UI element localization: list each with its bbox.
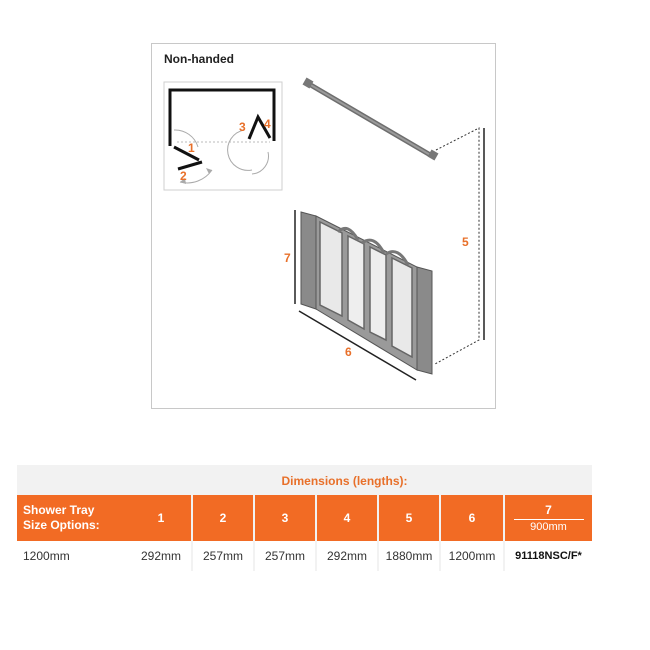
row-product-code: 91118NSC/F* xyxy=(505,541,592,571)
header-col-7 xyxy=(505,495,592,541)
door-assembly xyxy=(301,212,432,374)
row-value-4: 292mm xyxy=(317,541,377,571)
header-col-5: 5 xyxy=(379,495,439,541)
header-col-1: 1 xyxy=(131,495,191,541)
header-col-6: 6 xyxy=(441,495,503,541)
header-col-7-number: 7 xyxy=(545,503,552,517)
dimensions-heading: Dimensions (lengths): xyxy=(281,474,408,488)
dimension-7 xyxy=(284,210,295,304)
diagram-label-5: 5 xyxy=(462,235,469,249)
plan-label-4: 4 xyxy=(264,117,271,131)
product-diagram xyxy=(151,43,496,409)
row-value-5: 1880mm xyxy=(379,541,439,571)
support-bar xyxy=(303,78,439,161)
diagram-label-7: 7 xyxy=(284,251,291,265)
header-col-3: 3 xyxy=(255,495,315,541)
row-value-2: 257mm xyxy=(193,541,253,571)
plan-label-3: 3 xyxy=(239,120,246,134)
dimensions-table xyxy=(17,465,592,571)
dimension-5 xyxy=(435,128,484,364)
header-col-2: 2 xyxy=(193,495,253,541)
row-value-3: 257mm xyxy=(255,541,315,571)
diagram-label-6: 6 xyxy=(345,345,352,359)
diagram-drawing xyxy=(152,44,497,410)
header-col-4: 4 xyxy=(317,495,377,541)
plan-view-inset xyxy=(164,82,282,190)
row-value-6: 1200mm xyxy=(441,541,503,571)
row-size: 1200mm xyxy=(17,541,131,571)
diagram-title: Non-handed xyxy=(164,52,234,66)
plan-label-2: 2 xyxy=(180,169,187,183)
row-value-1: 292mm xyxy=(131,541,191,571)
header-shower-tray-size: Shower Tray Size Options: xyxy=(17,495,131,541)
header-col-7-sub: 900mm xyxy=(514,519,584,533)
plan-label-1: 1 xyxy=(188,141,195,155)
